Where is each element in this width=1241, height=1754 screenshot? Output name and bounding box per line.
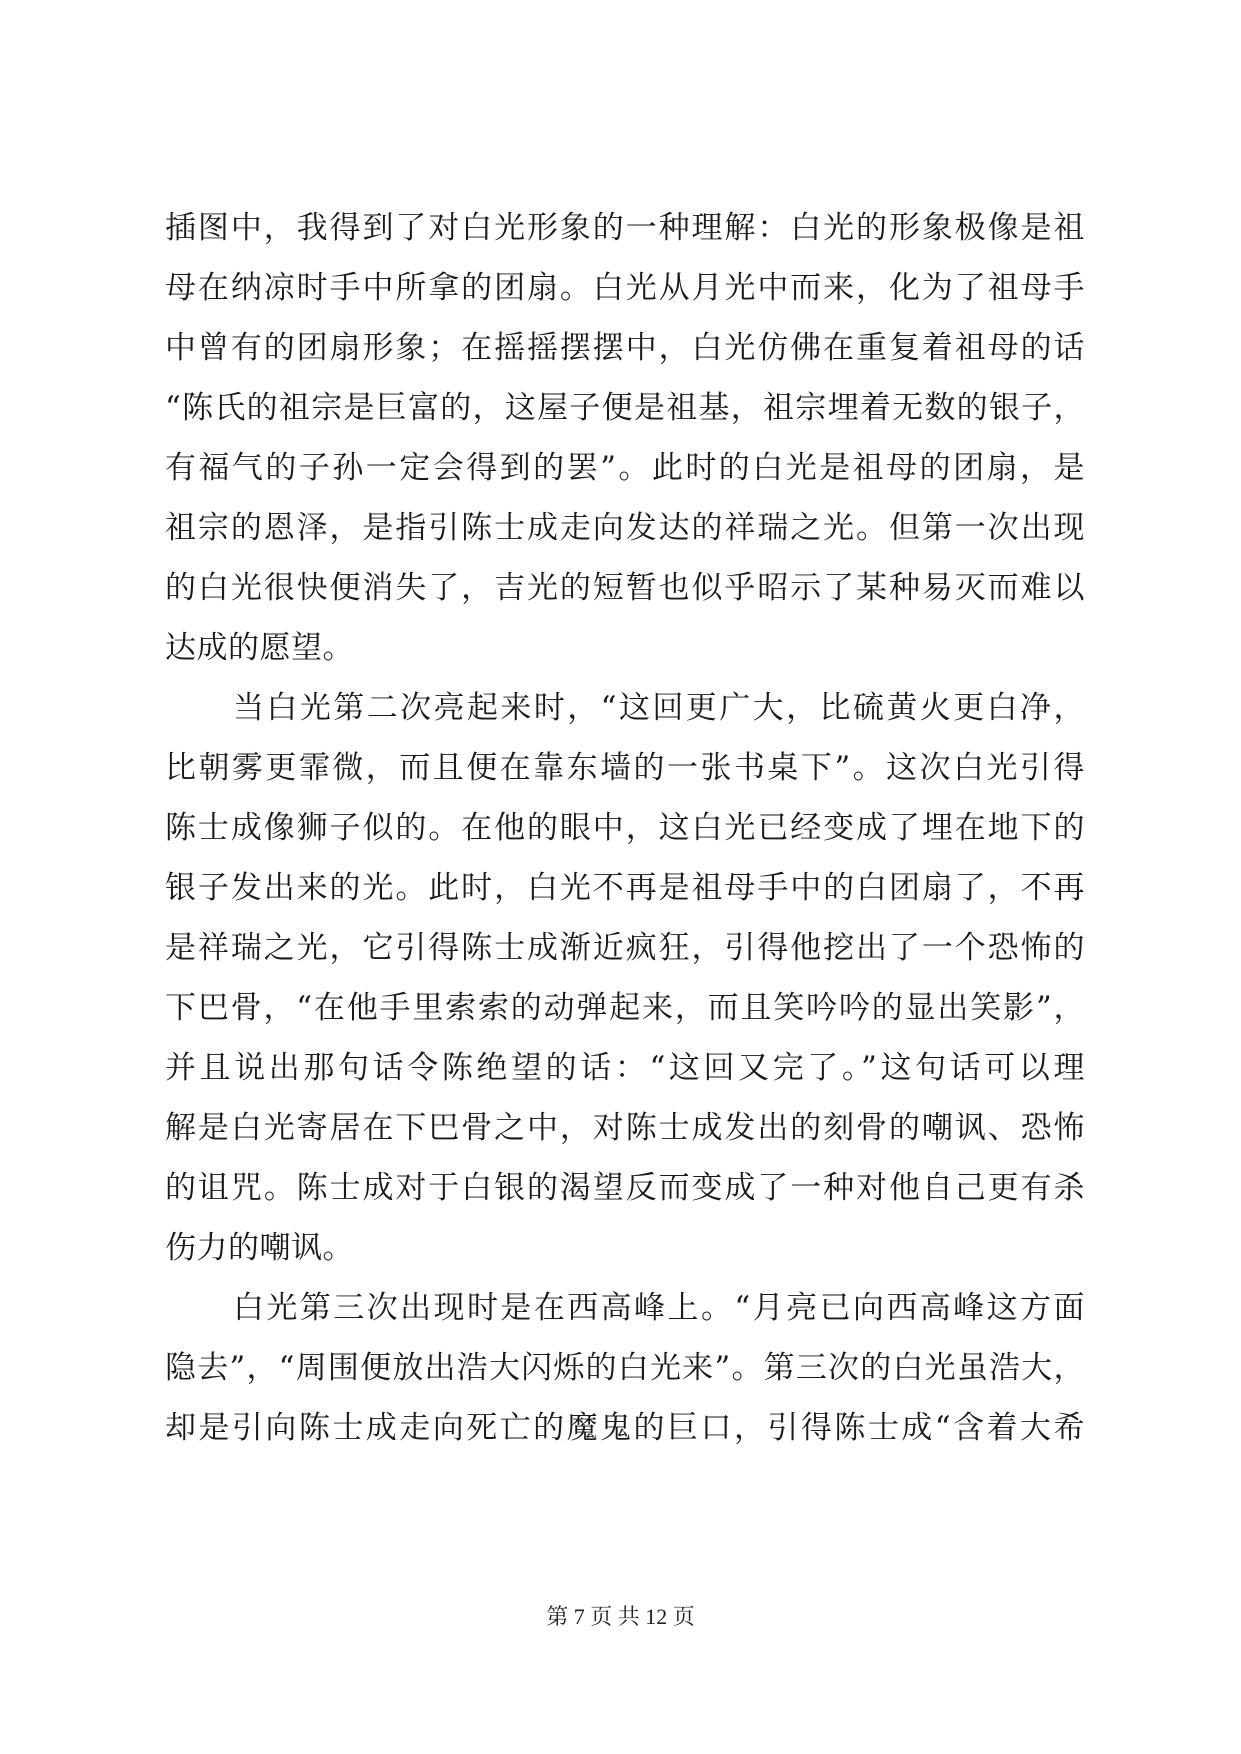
- text-line: 祖宗的恩泽，是指引陈士成走向发达的祥瑞之光。但第一次出现: [165, 510, 1085, 546]
- text-line: 伤力的嘲讽。: [165, 1230, 354, 1266]
- paragraph-first-line: 白光第三次出现时是在西高峰上。“月亮已向西高峰这方面: [233, 1290, 1085, 1326]
- text-line: 银子发出来的光。此时，白光不再是祖母手中的白团扇了，不再: [165, 870, 1085, 906]
- page-number-footer: 第 7 页 共 12 页: [546, 1604, 695, 1629]
- text-line: 隐去”，“周围便放出浩大闪烁的白光来”。第三次的白光虽浩大，: [165, 1350, 1085, 1386]
- text-line: 陈士成像狮子似的。在他的眼中，这白光已经变成了埋在地下的: [165, 810, 1085, 846]
- text-line: 却是引向陈士成走向死亡的魔鬼的巨口，引得陈士成“含着大希: [165, 1410, 1085, 1446]
- text-line: 下巴骨，“在他手里索索的动弹起来，而且笑吟吟的显出笑影”，: [165, 990, 1085, 1026]
- text-line: 的白光很快便消失了，吉光的短暂也似乎昭示了某种易灭而难以: [165, 570, 1085, 606]
- text-line: 并且说出那句话令陈绝望的话：“这回又完了。”这句话可以理: [165, 1050, 1085, 1086]
- text-line: “陈氏的祖宗是巨富的，这屋子便是祖基，祖宗埋着无数的银子，: [165, 390, 1085, 426]
- text-line: 达成的愿望。: [165, 630, 354, 666]
- text-line: 插图中，我得到了对白光形象的一种理解：白光的形象极像是祖: [165, 210, 1085, 246]
- text-line: 中曾有的团扇形象；在摇摇摆摆中，白光仿佛在重复着祖母的话: [165, 330, 1085, 366]
- text-line: 解是白光寄居在下巴骨之中，对陈士成发出的刻骨的嘲讽、恐怖: [165, 1110, 1085, 1146]
- text-line: 的诅咒。陈士成对于白银的渴望反而变成了一种对他自己更有杀: [165, 1170, 1085, 1206]
- text-line: 母在纳凉时手中所拿的团扇。白光从月光中而来，化为了祖母手: [165, 270, 1085, 306]
- paragraph-first-line: 当白光第二次亮起来时，“这回更广大，比硫黄火更白净，: [233, 690, 1085, 726]
- text-line: 有福气的子孙一定会得到的罢”。此时的白光是祖母的团扇，是: [165, 450, 1085, 486]
- text-line: 是祥瑞之光，它引得陈士成渐近疯狂，引得他挖出了一个恐怖的: [165, 930, 1085, 966]
- text-line: 比朝雾更霏微，而且便在靠东墙的一张书桌下”。这次白光引得: [165, 750, 1085, 786]
